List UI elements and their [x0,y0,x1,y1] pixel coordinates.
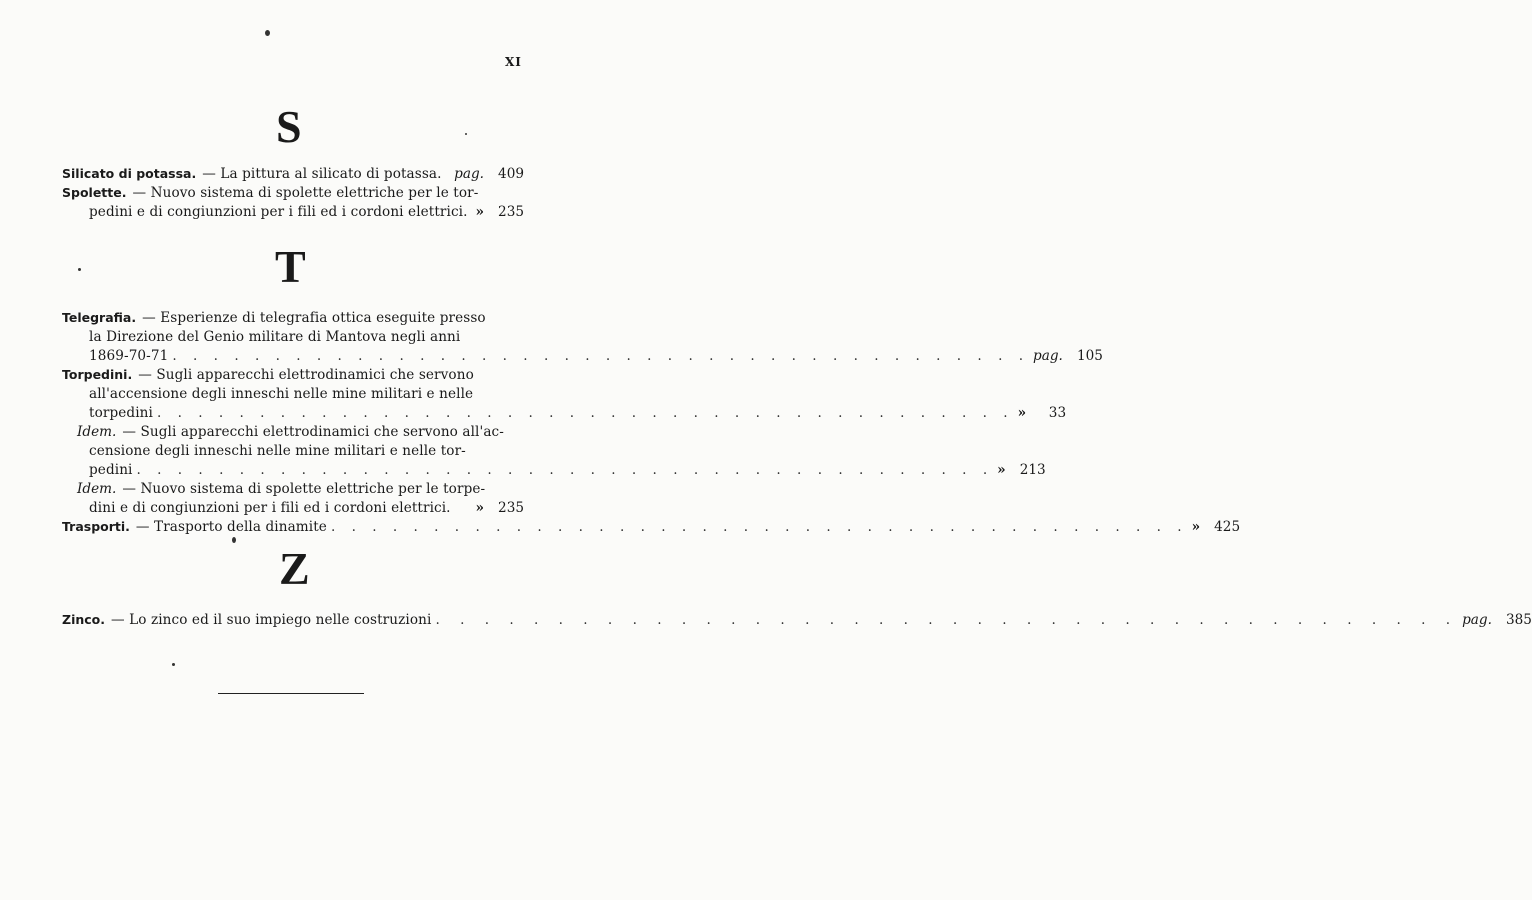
index-entry: Idem. — Sugli apparecchi elettrodinamici che servono all'ac- [77,424,504,440]
scan-speck [78,268,81,271]
index-entry-continuation: censione degli inneschi nelle mine militari e nelle tor- [89,443,466,459]
closing-rule [218,693,364,694]
index-entry-continuation: pedini . . . . . . . . . . . . . . . . . . . . . . . . . . . . . . . . . . . . . . . . . . » 213 [89,462,1046,478]
index-entry-continuation: dini e di congiunzioni per i fili ed i cordoni elettrici. » 235 [89,500,524,516]
scan-speck [172,663,175,666]
scan-speck [465,133,467,135]
index-entry-continuation: la Direzione del Genio militare di Mantova negli anni [89,329,461,345]
scan-speck [265,30,270,36]
index-entry-continuation: 1869-70-71 . . . . . . . . . . . . . . . . . . . . . . . . . . . . . . . . . . . . . . . . . . pag. 105 [89,348,1103,364]
index-entry: Spolette. — Nuovo sistema di spolette elettriche per le tor- [62,185,479,201]
index-entry-continuation: torpedini . . . . . . . . . . . . . . . . . . . . . . . . . . . . . . . . . . . . . . . . . . » 33 [89,405,1067,421]
index-entry: Trasporti. — Trasporto della dinamite . . . . . . . . . . . . . . . . . . . . . . . . . . . . . . . . . . . . . . . . . . » 425 [62,519,1241,535]
index-entry: Idem. — Nuovo sistema di spolette elettriche per le torpe- [77,481,486,497]
index-entry: Zinco. — Lo zinco ed il suo impiego nelle costruzioni . . . . . . . . . . . . . . . . . . . . . . . . . . . . . . . . . . . . . . . . . . pag. 385 [62,612,1532,628]
index-entry: Telegrafia. — Esperienze di telegrafia ottica eseguite presso [62,310,486,326]
index-entry-continuation: pedini e di congiunzioni per i fili ed i cordoni elettrici. » 235 [89,204,524,220]
index-entry: Silicato di potassa. — La pittura al silicato di potassa. pag. 409 [62,166,524,182]
index-entry-continuation: all'accensione degli inneschi nelle mine militari e nelle [89,386,474,402]
page-number: XI [505,55,522,69]
scan-speck [232,537,236,543]
index-entry: Torpedini. — Sugli apparecchi elettrodinamici che servono [62,367,474,383]
